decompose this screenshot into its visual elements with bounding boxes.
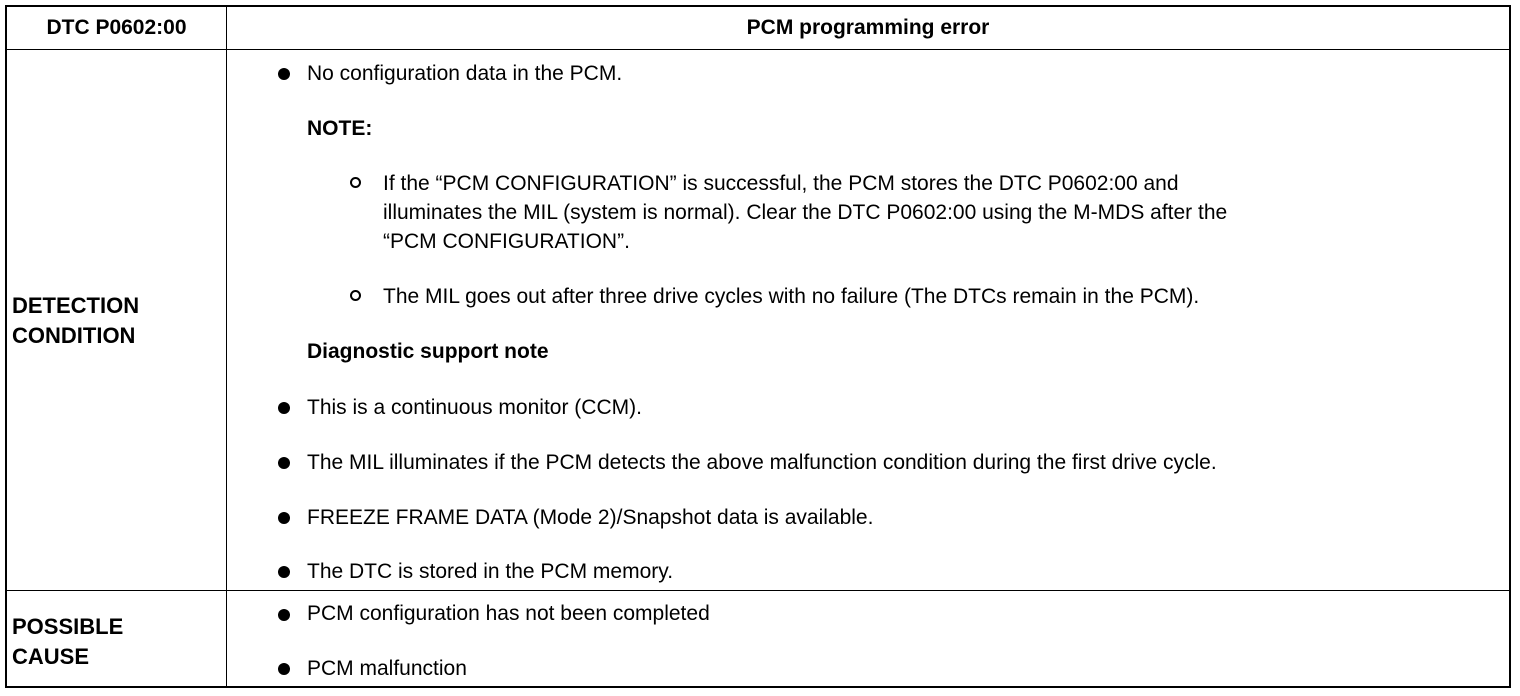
detection-label-line1: DETECTION — [12, 293, 140, 318]
note-item-1-line3: “PCM CONFIGURATION”. — [383, 230, 630, 253]
bullet-icon — [278, 68, 290, 80]
dtc-title: PCM programming error — [746, 16, 990, 39]
bullet-icon — [278, 566, 290, 578]
note-item-1-line1: If the “PCM CONFIGURATION” is successful, the PCM stores the DTC P0602:00 and — [383, 172, 1179, 195]
row-divider — [7, 590, 1509, 591]
dtc-table — [5, 5, 1511, 688]
note-item-1-line2: illuminates the MIL (system is normal). Clear the DTC P0602:00 using the M-MDS after the — [383, 201, 1228, 224]
diagnostic-support-heading: Diagnostic support note — [307, 340, 549, 363]
bullet-icon — [278, 663, 290, 675]
support-item-4: The DTC is stored in the PCM memory. — [307, 560, 674, 583]
support-item-1: This is a continuous monitor (CCM). — [307, 396, 642, 419]
support-item-3: FREEZE FRAME DATA (Mode 2)/Snapshot data is available. — [307, 506, 874, 529]
detection-condition-label — [12, 291, 139, 351]
column-divider — [226, 7, 227, 686]
circle-bullet-icon — [350, 290, 361, 301]
circle-bullet-icon — [350, 177, 361, 188]
detection-label-line2: CONDITION — [12, 323, 136, 348]
bullet-icon — [278, 402, 290, 414]
cause-label-line1: POSSIBLE — [12, 614, 124, 639]
bullet-icon — [278, 512, 290, 524]
possible-cause-label — [12, 612, 123, 672]
support-item-2: The MIL illuminates if the PCM detects the above malfunction condition during the first drive cycle. — [307, 451, 1217, 474]
bullet-icon — [278, 609, 290, 621]
cause-item-1: PCM configuration has not been completed — [307, 602, 710, 625]
note-heading: NOTE: — [307, 117, 373, 140]
bullet-icon — [278, 457, 290, 469]
cause-label-line2: CAUSE — [12, 644, 90, 669]
note-item-2: The MIL goes out after three drive cycles with no failure (The DTCs remain in the PCM). — [383, 285, 1200, 308]
header-divider — [7, 49, 1509, 50]
detection-bullet-1: No configuration data in the PCM. — [307, 62, 623, 85]
cause-item-2: PCM malfunction — [307, 657, 467, 680]
dtc-code: DTC P0602:00 — [46, 16, 187, 39]
